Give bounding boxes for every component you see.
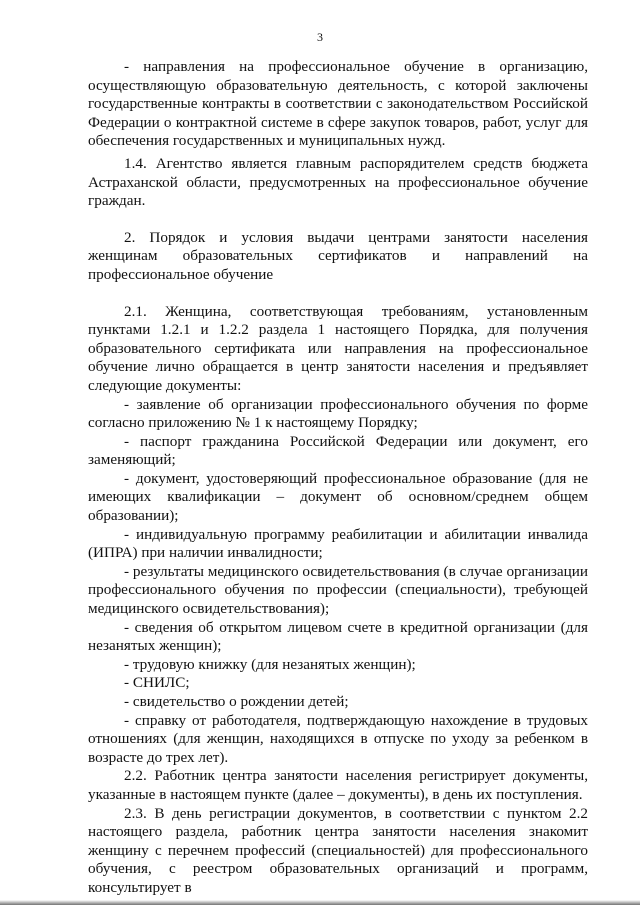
document-body <box>88 58 588 898</box>
scan-bottom-edge <box>0 900 640 905</box>
list-item: - индивидуальную программу реабилитации и абилитации инвалида (ИПРА) при наличии инвалидности; <box>88 525 588 562</box>
paragraph-2-3: 2.3. В день регистрации документов, в соответствии с пунктом 2.2 настоящего раздела, работник центра занятости населения знакомит женщину с перечнем профессий (специальностей) для профессионального обучения, с реестром образовательных организаций и программ, консультирует в <box>88 804 588 896</box>
paragraph-2-1: 2.1. Женщина, соответствующая требованиям, установленным пунктами 1.2.1 и 1.2.2 раздела 1 настоящего Порядка, для получения образовательного сертификата или направления на профессиональное обучение лично обращается в центр занятости населения и предъявляет следующие документы: <box>88 302 588 394</box>
list-item: - трудовую книжку (для незанятых женщин); <box>124 655 416 673</box>
list-item: - результаты медицинского освидетельствования (в случае организации профессионального обучения по профессии (специальности), требующей медицинского освидетельствования); <box>88 562 588 618</box>
list-item: - заявление об организации профессионального обучения по форме согласно приложению № 1 к настоящему Порядку; <box>88 395 588 432</box>
paragraph-directions: - направления на профессиональное обучение в организацию, осуществляющую образовательную деятельность, с которой заключены государственные контракты в соответствии с законодательством Российской Федерации о контрактной системе в сфере закупок товаров, работ, услуг для обеспечения государственных и муниципальных нужд. <box>88 58 588 150</box>
list-item: - СНИЛС; <box>124 674 190 692</box>
documents-list <box>88 396 588 768</box>
list-item: - документ, удостоверяющий профессиональное образование (для не имеющих квалификации – документ об основном/среднем общем образовании); <box>88 469 588 525</box>
paragraph-1-4: 1.4. Агентство является главным распорядителем средств бюджета Астраханской области, предусмотренных на профессиональное обучение граждан. <box>88 154 588 210</box>
list-item: - паспорт гражданина Российской Федерации или документ, его заменяющий; <box>88 432 588 469</box>
list-item: - свидетельство о рождении детей; <box>124 693 349 710</box>
paragraph-2-2: 2.2. Работник центра занятости населения регистрирует документы, указанные в настоящем пункте (далее – документы), в день их поступления. <box>88 767 588 803</box>
page-number: 3 <box>317 30 323 44</box>
section-heading-2: 2. Порядок и условия выдачи центрами занятости населения женщинам образовательных сертификатов и направлений на профессиональное обучение <box>88 228 588 283</box>
list-item: - сведения об открытом лицевом счете в кредитной организации (для незанятых женщин); <box>88 618 588 655</box>
list-item: - справку от работодателя, подтверждающую нахождение в трудовых отношениях (для женщин, находящихся в отпуске по уходу за ребенком в возрасте до трех лет). <box>88 711 588 766</box>
